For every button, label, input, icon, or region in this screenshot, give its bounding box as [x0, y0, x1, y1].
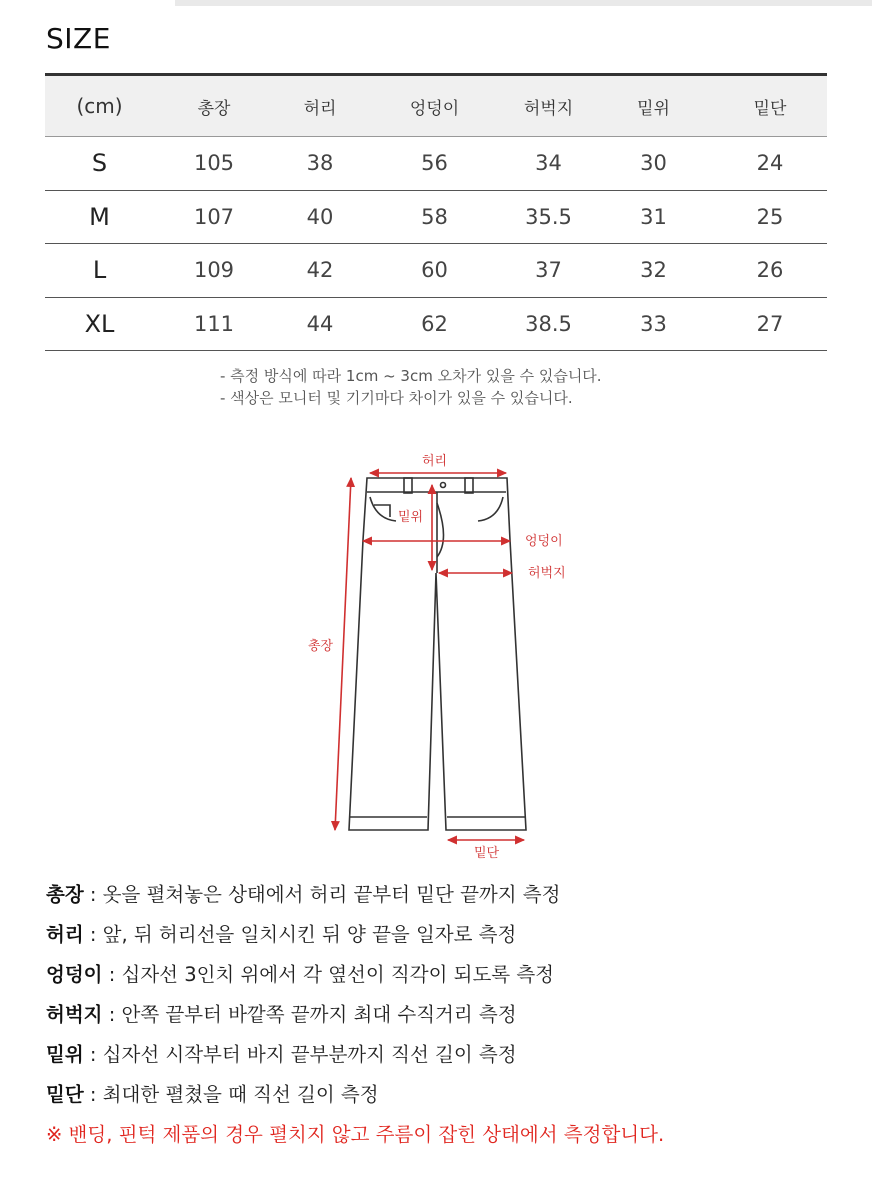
table-cell: 25: [756, 204, 784, 229]
warning-note: ※ 밴딩, 핀턱 제품의 경우 펼치지 않고 주름이 잡힌 상태에서 측정합니다.: [46, 1123, 665, 1146]
header-hem: 밑단: [753, 98, 787, 119]
definition-term: 총장: [46, 883, 84, 906]
definition-desc: : 안쪽 끝부터 바깥쪽 끝까지 최대 수직거리 측정: [102, 1003, 517, 1026]
definition-desc: : 옷을 펼쳐놓은 상태에서 허리 끝부터 밑단 끝까지 측정: [83, 883, 561, 906]
table-cell: 27: [756, 311, 784, 336]
table-cell: 38: [306, 151, 334, 176]
table-cell: 58: [421, 204, 448, 229]
definition-term: 밑단: [46, 1083, 84, 1106]
definition-desc: : 앞, 뒤 허리선을 일치시킨 뒤 양 끝을 일자로 측정: [83, 923, 517, 946]
size-label: L: [92, 256, 107, 285]
measurement-notes: [220, 365, 602, 409]
definition-row: [46, 877, 664, 917]
header-length: 총장: [197, 98, 231, 119]
measurement-definitions: [46, 877, 664, 1157]
note-line: - 측정 방식에 따라 1cm ~ 3cm 오차가 있을 수 있습니다.: [220, 367, 602, 385]
table-cell: 26: [756, 258, 784, 283]
size-table: [45, 73, 827, 351]
table-header-row: [45, 75, 827, 137]
table-cell: 38.5: [525, 311, 572, 336]
table-cell: 24: [756, 151, 784, 176]
size-label: M: [89, 202, 110, 231]
definition-row: [46, 997, 664, 1037]
table-cell: 32: [640, 258, 667, 283]
table-cell: 31: [640, 204, 667, 229]
definition-term: 허리: [46, 923, 84, 946]
thigh-label: 허벅지: [528, 566, 566, 581]
table-cell: 111: [193, 311, 235, 336]
length-label: 총장: [308, 639, 334, 654]
pants-measurement-diagram: [300, 445, 590, 865]
table-cell: 44: [306, 311, 334, 336]
definition-row: [46, 1077, 664, 1117]
header-thigh: 허벅지: [523, 98, 574, 119]
table-cell: 30: [640, 151, 667, 176]
definition-term: 밑위: [46, 1043, 84, 1066]
definition-row: [46, 957, 664, 997]
hem-label: 밑단: [474, 846, 500, 861]
table-cell: 34: [535, 151, 562, 176]
size-label: XL: [84, 309, 115, 338]
definition-row: [46, 1037, 664, 1077]
header-rise: 밑위: [637, 98, 670, 119]
table-cell: 60: [421, 258, 448, 283]
definition-row: [46, 917, 664, 957]
table-cell: 33: [640, 311, 667, 336]
table-cell: 35.5: [525, 204, 572, 229]
header-unit: (cm): [76, 94, 123, 118]
table-cell: 56: [421, 151, 448, 176]
waist-label: 허리: [422, 454, 448, 469]
table-row: [45, 244, 827, 298]
size-label: S: [91, 149, 108, 178]
definition-desc: : 십자선 시작부터 바지 끝부분까지 직선 길이 측정: [83, 1043, 517, 1066]
hip-label: 엉덩이: [525, 534, 563, 549]
table-cell: 105: [193, 151, 235, 176]
table-row: [45, 190, 827, 244]
table-cell: 42: [306, 258, 334, 283]
top-divider-strip: [175, 0, 872, 6]
length-measure-arrow: [335, 478, 351, 830]
table-cell: 107: [193, 204, 235, 229]
pants-outline-icon: [349, 478, 526, 830]
definition-term: 엉덩이: [46, 963, 103, 986]
table-row: [45, 297, 827, 351]
definition-desc: : 최대한 펼쳤을 때 직선 길이 측정: [83, 1083, 379, 1106]
definition-term: 허벅지: [46, 1003, 103, 1026]
table-cell: 37: [535, 258, 562, 283]
header-hip: 엉덩이: [409, 98, 460, 119]
note-line: - 색상은 모니터 및 기기마다 차이가 있을 수 있습니다.: [220, 389, 573, 407]
page-title: SIZE: [46, 22, 111, 55]
header-waist: 허리: [303, 98, 337, 119]
definition-desc: : 십자선 3인치 위에서 각 옆선이 직각이 되도록 측정: [102, 963, 555, 986]
table-cell: 62: [421, 311, 448, 336]
table-cell: 40: [306, 204, 334, 229]
table-cell: 109: [193, 258, 235, 283]
table-row: [45, 137, 827, 191]
rise-label: 밑위: [398, 510, 424, 525]
